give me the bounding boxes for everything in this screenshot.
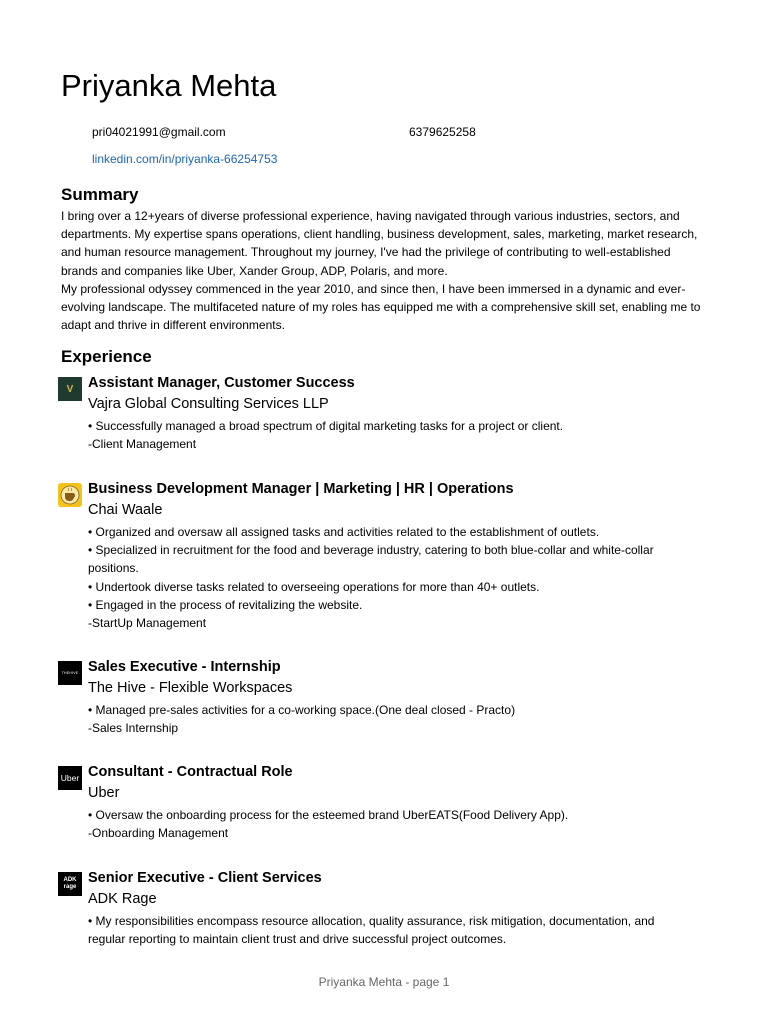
job-detail-item: • Organized and oversaw all assigned tasks and activities related to the establishment of outlets. [88, 525, 600, 539]
company-name: The Hive - Flexible Workspaces [88, 680, 293, 696]
page-footer: Priyanka Mehta - page 1 [318, 975, 450, 989]
job-detail-item: -StartUp Management [88, 616, 207, 631]
the-hive-logo-text: THEHIVE [61, 671, 79, 675]
job-detail-item: • Undertook diverse tasks related to overseeing operations for more than 40+ outlets. [88, 579, 540, 594]
job-detail-item: -Sales Internship [88, 721, 179, 736]
company-name: ADK Rage [88, 891, 157, 907]
job-details [88, 417, 668, 453]
job-detail-item: • My responsibilities encompass resource allocation, quality assurance, risk mitigation, documentation, and regular reporting to maintain client trust and drive successful project outcomes. [88, 914, 655, 947]
job-detail-item: -Onboarding Management [88, 826, 229, 841]
job-detail-item: • Oversaw the onboarding process for the esteemed brand UberEATS(Food Delivery App). [88, 808, 569, 822]
uber-logo-icon [58, 766, 82, 790]
job-detail-item: -Client Management [88, 437, 197, 452]
job-details [88, 701, 668, 737]
company-name: Vajra Global Consulting Services LLP [88, 396, 329, 412]
vajra-logo-text: V [66, 383, 74, 395]
experience-heading: Experience [61, 347, 152, 366]
adk-rage-logo-icon [58, 872, 82, 896]
job-title: Business Development Manager | Marketing | HR | Operations [88, 481, 514, 497]
linkedin-link[interactable]: linkedin.com/in/priyanka-66254753 [92, 152, 278, 166]
chai-waale-logo-icon [58, 483, 82, 507]
job-details [88, 806, 668, 842]
uber-logo-text: Uber [60, 773, 80, 783]
chai-cup-icon [58, 483, 82, 507]
job-detail-item: • Specialized in recruitment for the food and beverage industry, catering to both blue-collar and white-collar positions. [88, 543, 654, 576]
summary-paragraph: My professional odyssey commenced in the year 2010, and since then, I have been immersed in a dynamic and ever-evolving landscape. The multifaceted nature of my roles has equipped me with a comprehensive skill set, enabling me to adapt and thrive in different environments. [61, 281, 701, 333]
job-title: Assistant Manager, Customer Success [88, 375, 355, 391]
job-detail-item: • Managed pre-sales activities for a co-working space.(One deal closed - Practo) [88, 703, 516, 717]
summary-paragraph: I bring over a 12+years of diverse professional experience, having navigated through various industries, sectors, and departments. My expertise spans operations, client handling, business development, sales, marketing, market research, and human resource management. Throughout my journey, I've had the privilege of contributing to well-established brands and companies like Uber, Xander Group, ADP, Polaris, and more. [61, 209, 698, 278]
company-name: Chai Waale [88, 502, 163, 518]
job-details [88, 912, 668, 948]
job-title: Sales Executive - Internship [88, 659, 281, 675]
job-detail-item: • Engaged in the process of revitalizing the website. [88, 597, 363, 612]
summary-heading: Summary [61, 185, 139, 204]
job-detail-item: • Successfully managed a broad spectrum of digital marketing tasks for a project or client. [88, 419, 564, 433]
adk-rage-logo-text: ADK rage [63, 877, 77, 890]
job-title: Consultant - Contractual Role [88, 764, 293, 780]
job-details [88, 523, 668, 632]
candidate-name: Priyanka Mehta [61, 68, 277, 103]
phone-text: 6379625258 [409, 125, 476, 139]
vajra-logo-icon [58, 377, 82, 401]
summary-body [61, 207, 701, 334]
job-title: Senior Executive - Client Services [88, 870, 322, 886]
company-name: Uber [88, 785, 120, 801]
the-hive-logo-icon [58, 661, 82, 685]
email-text: pri04021991@gmail.com [92, 125, 226, 139]
